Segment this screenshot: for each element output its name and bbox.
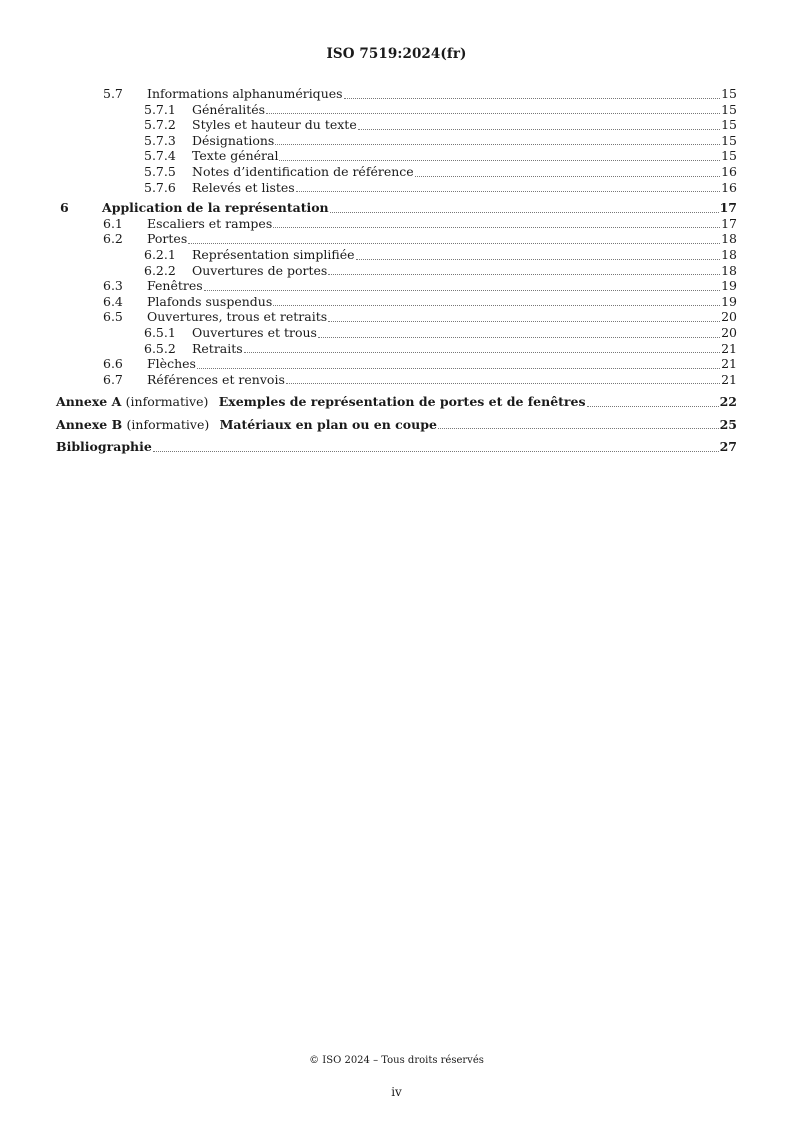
toc-entry-6-7[interactable] [56, 372, 737, 388]
dot-leader [244, 351, 720, 353]
toc-page: 18 [721, 246, 737, 262]
dot-leader [344, 97, 720, 99]
toc-title: Matériaux en plan ou en coupe [219, 416, 437, 432]
document-header: ISO 7519:2024(fr) [326, 46, 467, 62]
toc-number: 6.7 [103, 371, 123, 387]
dot-leader [587, 405, 719, 407]
dot-leader [415, 175, 720, 177]
toc-title: Texte général [192, 148, 279, 164]
dot-leader [279, 159, 720, 161]
toc-number: 5.7 [103, 86, 123, 101]
dot-leader [328, 273, 720, 275]
toc-number: 5.7.4 [144, 148, 176, 164]
toc-page: 18 [721, 262, 737, 278]
dot-leader [318, 336, 720, 338]
dot-leader [197, 367, 720, 369]
toc-page: 17 [721, 215, 737, 231]
dot-leader [273, 304, 720, 306]
toc-title: Représentation simplifiée [192, 246, 355, 262]
toc-title: Exemples de représentation de portes et de fenêtres [218, 394, 586, 410]
toc-title: Retraits [192, 340, 243, 356]
annex-kind: (informative) [126, 416, 210, 432]
toc-entry-5-7-5[interactable] [56, 164, 737, 180]
toc-number: 6.5.2 [144, 340, 176, 356]
toc-title: Références et renvois [147, 371, 285, 387]
dot-leader [275, 143, 720, 145]
toc-title: Informations alphanumériques [147, 86, 343, 101]
toc-page: 15 [721, 101, 737, 117]
toc-page: 19 [721, 278, 737, 294]
annex-kind: (informative) [125, 394, 209, 410]
dot-leader [296, 190, 720, 192]
toc-entry-6-4[interactable] [56, 294, 737, 310]
toc-number: 6 [60, 200, 69, 216]
dot-leader [438, 427, 719, 429]
toc-title: Ouvertures, trous et retraits [147, 309, 328, 325]
toc-number: 6.2.2 [144, 262, 176, 278]
dot-leader [273, 226, 720, 228]
annex-label: Annexe B [56, 416, 123, 432]
toc-title: Généralités [192, 101, 266, 117]
toc-entry-annex-a[interactable] [56, 394, 737, 410]
dot-leader [356, 258, 721, 260]
toc-page: 21 [721, 371, 737, 387]
dot-leader [286, 382, 720, 384]
dot-leader [153, 450, 719, 452]
table-of-contents [56, 86, 737, 455]
toc-entry-5-7-4[interactable] [56, 148, 737, 164]
toc-number: 6.4 [103, 293, 123, 309]
toc-entry-6-5-2[interactable] [56, 341, 737, 357]
toc-title: Application de la représentation [102, 200, 329, 216]
dot-leader [358, 128, 720, 130]
toc-number: 6.2 [103, 231, 123, 247]
toc-page: 22 [719, 394, 737, 410]
annex-label: Annexe A [56, 394, 122, 410]
toc-title: Ouvertures de portes [192, 262, 328, 278]
toc-page: 20 [721, 324, 737, 340]
toc-entry-6[interactable] [56, 200, 737, 216]
dot-leader [330, 211, 719, 213]
toc-page: 15 [721, 86, 737, 101]
toc-entry-5-7-2[interactable] [56, 117, 737, 133]
toc-title: Bibliographie [56, 439, 152, 455]
toc-entry-5-7-6[interactable] [56, 180, 737, 196]
dot-leader [188, 242, 720, 244]
toc-title: Ouvertures et trous [192, 324, 317, 340]
toc-title: Escaliers et rampes [147, 215, 273, 231]
toc-title: Notes d’identification de référence [192, 163, 414, 179]
toc-number: 6.5 [103, 309, 123, 325]
toc-page: 18 [721, 231, 737, 247]
page-number: iv [391, 1085, 402, 1099]
toc-title: Plafonds suspendus [147, 293, 273, 309]
copyright-notice: © ISO 2024 – Tous droits réservés [309, 1055, 484, 1066]
dot-leader [328, 320, 720, 322]
toc-entry-6-3[interactable] [56, 278, 737, 294]
toc-number: 6.5.1 [144, 324, 176, 340]
dot-leader [266, 112, 720, 114]
toc-title: Désignations [192, 132, 275, 148]
toc-entry-bibliography[interactable] [56, 439, 737, 455]
toc-number: 5.7.3 [144, 132, 176, 148]
toc-page: 17 [719, 200, 737, 216]
toc-page: 15 [721, 132, 737, 148]
toc-number: 6.3 [103, 278, 123, 294]
toc-page: 27 [719, 439, 737, 455]
toc-title: Fenêtres [147, 278, 203, 294]
toc-number: 6.6 [103, 356, 123, 372]
toc-entry-5-7[interactable] [56, 86, 737, 102]
toc-title: Flèches [147, 356, 196, 372]
toc-number: 5.7.6 [144, 179, 176, 195]
toc-number: 5.7.5 [144, 163, 176, 179]
toc-entry-6-1[interactable] [56, 216, 737, 232]
toc-number: 6.1 [103, 215, 123, 231]
toc-page: 21 [721, 340, 737, 356]
toc-entry-5-7-1[interactable] [56, 102, 737, 118]
toc-page: 25 [719, 416, 737, 432]
toc-page: 19 [721, 293, 737, 309]
toc-page: 16 [721, 179, 737, 195]
toc-number: 5.7.2 [144, 117, 176, 133]
toc-page: 21 [721, 356, 737, 372]
toc-number: 5.7.1 [144, 101, 176, 117]
toc-entry-6-6[interactable] [56, 356, 737, 372]
toc-entry-6-2-2[interactable] [56, 263, 737, 279]
toc-entry-6-2[interactable] [56, 231, 737, 247]
toc-page: 20 [721, 309, 737, 325]
toc-page: 16 [721, 163, 737, 179]
toc-title: Relevés et listes [192, 179, 295, 195]
toc-page: 15 [721, 148, 737, 164]
dot-leader [204, 289, 720, 291]
toc-entry-annex-b[interactable] [56, 417, 737, 433]
toc-entry-6-2-1[interactable] [56, 247, 737, 263]
toc-title: Styles et hauteur du texte [192, 117, 357, 133]
toc-entry-5-7-3[interactable] [56, 133, 737, 149]
toc-page: 15 [721, 117, 737, 133]
toc-number: 6.2.1 [144, 246, 176, 262]
toc-entry-6-5[interactable] [56, 309, 737, 325]
toc-title: Portes [147, 231, 188, 247]
toc-entry-6-5-1[interactable] [56, 325, 737, 341]
